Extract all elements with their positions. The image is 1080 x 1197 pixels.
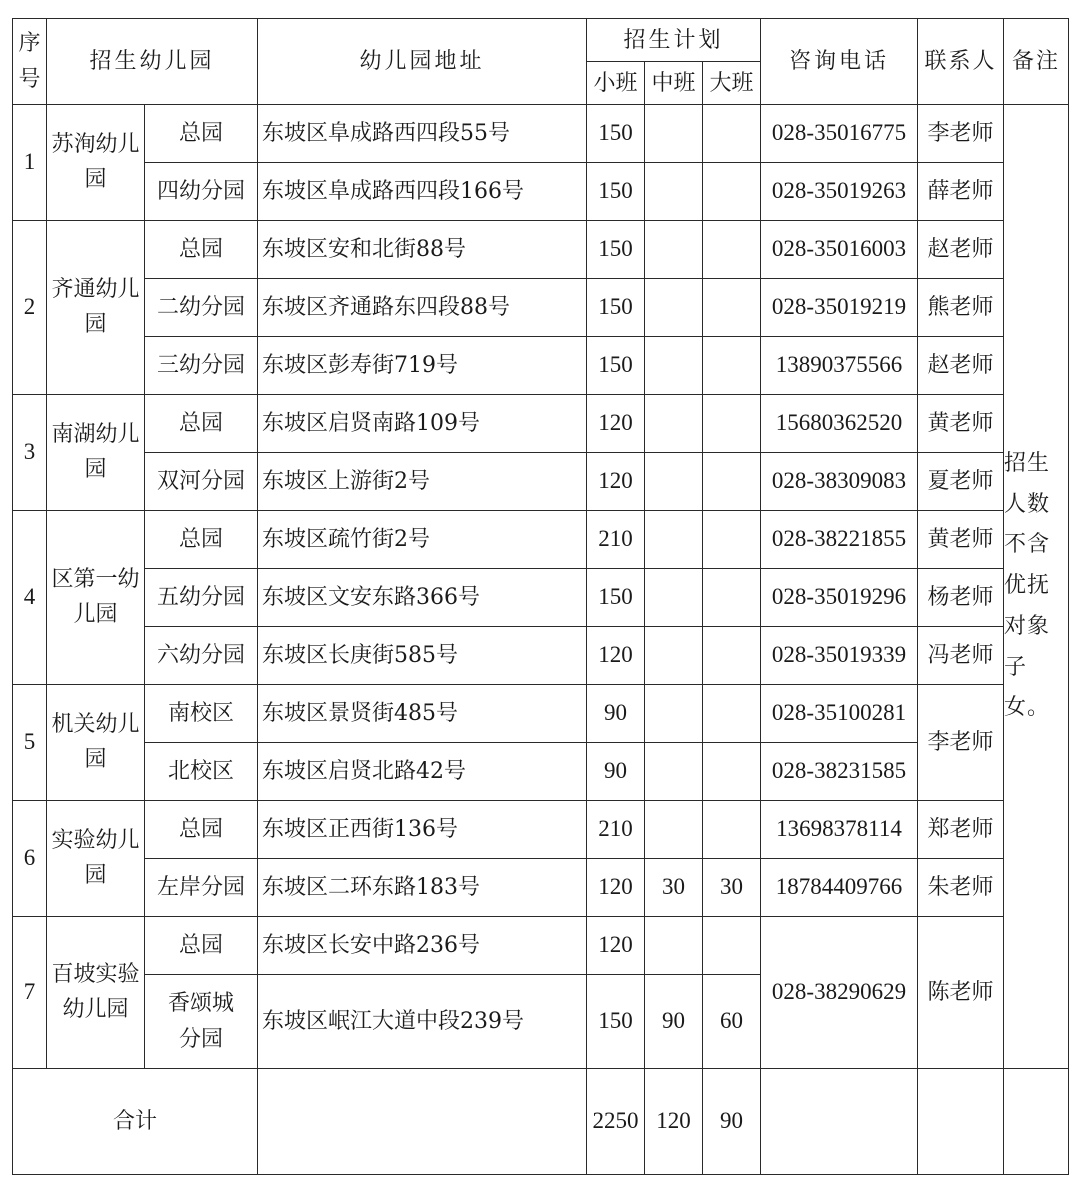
small-class-count: 150 bbox=[587, 163, 645, 221]
phone: 15680362520 bbox=[761, 395, 918, 453]
phone: 028-35100281 bbox=[761, 685, 918, 743]
phone: 028-38231585 bbox=[761, 743, 918, 801]
address: 东坡区上游街2号 bbox=[258, 453, 587, 511]
large-class-count bbox=[703, 743, 761, 801]
address: 东坡区二环东路183号 bbox=[258, 859, 587, 917]
row-index: 3 bbox=[13, 395, 47, 511]
large-class-count bbox=[703, 627, 761, 685]
phone: 028-35019296 bbox=[761, 569, 918, 627]
campus-name: 二幼分园 bbox=[145, 279, 258, 337]
middle-class-count bbox=[645, 453, 703, 511]
large-class-count bbox=[703, 511, 761, 569]
table-row bbox=[13, 395, 1069, 453]
small-class-count: 150 bbox=[587, 975, 645, 1069]
header-remark: 备注 bbox=[1004, 19, 1069, 105]
phone: 13890375566 bbox=[761, 337, 918, 395]
large-class-count bbox=[703, 163, 761, 221]
kindergarten-name bbox=[47, 801, 145, 917]
phone: 028-38290629 bbox=[761, 917, 918, 1069]
small-class-count: 210 bbox=[587, 801, 645, 859]
small-class-count: 150 bbox=[587, 105, 645, 163]
campus-name: 南校区 bbox=[145, 685, 258, 743]
row-index: 1 bbox=[13, 105, 47, 221]
address: 东坡区阜成路西四段166号 bbox=[258, 163, 587, 221]
address: 东坡区安和北街88号 bbox=[258, 221, 587, 279]
table-row bbox=[13, 627, 1069, 685]
small-class-count: 150 bbox=[587, 221, 645, 279]
phone: 18784409766 bbox=[761, 859, 918, 917]
small-class-count: 120 bbox=[587, 453, 645, 511]
middle-class-count bbox=[645, 279, 703, 337]
middle-class-count bbox=[645, 511, 703, 569]
middle-class-count: 90 bbox=[645, 975, 703, 1069]
campus-name: 总园 bbox=[145, 105, 258, 163]
middle-class-count bbox=[645, 105, 703, 163]
table-row bbox=[13, 163, 1069, 221]
kindergarten-name bbox=[47, 395, 145, 511]
middle-class-count bbox=[645, 627, 703, 685]
address: 东坡区文安东路366号 bbox=[258, 569, 587, 627]
campus-name: 香颂城分园 bbox=[145, 975, 258, 1069]
total-address bbox=[258, 1069, 587, 1175]
large-class-count bbox=[703, 337, 761, 395]
table-row bbox=[13, 279, 1069, 337]
total-small: 2250 bbox=[587, 1069, 645, 1175]
table-row bbox=[13, 743, 1069, 801]
header-address: 幼儿园地址 bbox=[258, 19, 587, 105]
kindergarten-name bbox=[47, 221, 145, 395]
table-row bbox=[13, 801, 1069, 859]
campus-name: 三幼分园 bbox=[145, 337, 258, 395]
large-class-count: 30 bbox=[703, 859, 761, 917]
total-label: 合计 bbox=[13, 1069, 258, 1175]
small-class-count: 210 bbox=[587, 511, 645, 569]
large-class-count bbox=[703, 917, 761, 975]
contact-person: 黄老师 bbox=[918, 511, 1004, 569]
kindergarten-name bbox=[47, 105, 145, 221]
large-class-count: 60 bbox=[703, 975, 761, 1069]
phone: 028-38309083 bbox=[761, 453, 918, 511]
header-index-label: 序号 bbox=[18, 31, 41, 92]
table-row bbox=[13, 337, 1069, 395]
small-class-count: 90 bbox=[587, 685, 645, 743]
contact-person: 杨老师 bbox=[918, 569, 1004, 627]
kindergarten-name bbox=[47, 917, 145, 1069]
phone: 028-35016775 bbox=[761, 105, 918, 163]
table-row bbox=[13, 511, 1069, 569]
kindergarten-name-text: 齐通幼儿园 bbox=[51, 277, 140, 337]
small-class-count: 150 bbox=[587, 279, 645, 337]
header-phone: 咨询电话 bbox=[761, 19, 918, 105]
phone: 13698378114 bbox=[761, 801, 918, 859]
contact-person: 冯老师 bbox=[918, 627, 1004, 685]
address: 东坡区正西街136号 bbox=[258, 801, 587, 859]
table-row bbox=[13, 221, 1069, 279]
total-row bbox=[13, 1069, 1069, 1175]
header-large: 大班 bbox=[703, 62, 761, 105]
header-plan: 招生计划 bbox=[587, 19, 761, 62]
middle-class-count bbox=[645, 337, 703, 395]
campus-name: 双河分园 bbox=[145, 453, 258, 511]
total-middle: 120 bbox=[645, 1069, 703, 1175]
middle-class-count: 30 bbox=[645, 859, 703, 917]
table-body bbox=[13, 19, 1069, 1175]
small-class-count: 120 bbox=[587, 627, 645, 685]
header-small: 小班 bbox=[587, 62, 645, 105]
large-class-count bbox=[703, 395, 761, 453]
address: 东坡区岷江大道中段239号 bbox=[258, 975, 587, 1069]
table-row bbox=[13, 569, 1069, 627]
kindergarten-name bbox=[47, 511, 145, 685]
kindergarten-name-text: 百坡实验幼儿园 bbox=[51, 962, 140, 1022]
total-contact bbox=[918, 1069, 1004, 1175]
phone: 028-35016003 bbox=[761, 221, 918, 279]
address: 东坡区阜成路西四段55号 bbox=[258, 105, 587, 163]
middle-class-count bbox=[645, 163, 703, 221]
address: 东坡区启贤南路109号 bbox=[258, 395, 587, 453]
table-row bbox=[13, 859, 1069, 917]
large-class-count bbox=[703, 685, 761, 743]
middle-class-count bbox=[645, 685, 703, 743]
row-index: 4 bbox=[13, 511, 47, 685]
total-large: 90 bbox=[703, 1069, 761, 1175]
phone: 028-38221855 bbox=[761, 511, 918, 569]
remark-cell bbox=[1004, 105, 1069, 1069]
campus-name: 总园 bbox=[145, 221, 258, 279]
row-index: 2 bbox=[13, 221, 47, 395]
header-contact: 联系人 bbox=[918, 19, 1004, 105]
remark-text: 招生人数不含优抚对象子女。 bbox=[1004, 451, 1051, 721]
small-class-count: 120 bbox=[587, 859, 645, 917]
address: 东坡区齐通路东四段88号 bbox=[258, 279, 587, 337]
campus-name: 总园 bbox=[145, 511, 258, 569]
kindergarten-name-text: 区第一幼儿园 bbox=[51, 567, 140, 627]
campus-name: 五幼分园 bbox=[145, 569, 258, 627]
large-class-count bbox=[703, 453, 761, 511]
contact-person: 熊老师 bbox=[918, 279, 1004, 337]
total-phone bbox=[761, 1069, 918, 1175]
address: 东坡区疏竹街2号 bbox=[258, 511, 587, 569]
campus-name: 四幼分园 bbox=[145, 163, 258, 221]
address: 东坡区彭寿街719号 bbox=[258, 337, 587, 395]
middle-class-count bbox=[645, 917, 703, 975]
table-row bbox=[13, 917, 1069, 975]
campus-name: 北校区 bbox=[145, 743, 258, 801]
total-remark bbox=[1004, 1069, 1069, 1175]
kindergarten-name-text: 苏洵幼儿园 bbox=[51, 132, 140, 192]
large-class-count bbox=[703, 221, 761, 279]
contact-person: 赵老师 bbox=[918, 221, 1004, 279]
header-middle: 中班 bbox=[645, 62, 703, 105]
contact-person: 陈老师 bbox=[918, 917, 1004, 1069]
middle-class-count bbox=[645, 569, 703, 627]
address: 东坡区景贤街485号 bbox=[258, 685, 587, 743]
row-index: 6 bbox=[13, 801, 47, 917]
small-class-count: 150 bbox=[587, 337, 645, 395]
row-index: 5 bbox=[13, 685, 47, 801]
kindergarten-name-text: 机关幼儿园 bbox=[51, 712, 140, 772]
middle-class-count bbox=[645, 743, 703, 801]
large-class-count bbox=[703, 569, 761, 627]
contact-person: 郑老师 bbox=[918, 801, 1004, 859]
kindergarten-name-text: 南湖幼儿园 bbox=[51, 422, 140, 482]
middle-class-count bbox=[645, 221, 703, 279]
phone: 028-35019263 bbox=[761, 163, 918, 221]
large-class-count bbox=[703, 801, 761, 859]
contact-person: 薛老师 bbox=[918, 163, 1004, 221]
small-class-count: 120 bbox=[587, 395, 645, 453]
campus-name: 总园 bbox=[145, 395, 258, 453]
address: 东坡区长庚街585号 bbox=[258, 627, 587, 685]
table-row bbox=[13, 453, 1069, 511]
kindergarten-name-text: 实验幼儿园 bbox=[51, 828, 140, 888]
contact-person: 李老师 bbox=[918, 685, 1004, 801]
contact-person: 黄老师 bbox=[918, 395, 1004, 453]
contact-person: 朱老师 bbox=[918, 859, 1004, 917]
small-class-count: 150 bbox=[587, 569, 645, 627]
campus-name: 总园 bbox=[145, 801, 258, 859]
large-class-count bbox=[703, 279, 761, 337]
phone: 028-35019219 bbox=[761, 279, 918, 337]
campus-name: 六幼分园 bbox=[145, 627, 258, 685]
row-index: 7 bbox=[13, 917, 47, 1069]
small-class-count: 120 bbox=[587, 917, 645, 975]
middle-class-count bbox=[645, 395, 703, 453]
campus-name: 左岸分园 bbox=[145, 859, 258, 917]
address: 东坡区启贤北路42号 bbox=[258, 743, 587, 801]
contact-person: 李老师 bbox=[918, 105, 1004, 163]
header-index bbox=[13, 19, 47, 105]
contact-person: 夏老师 bbox=[918, 453, 1004, 511]
header-kindergarten: 招生幼儿园 bbox=[47, 19, 258, 105]
table-row bbox=[13, 685, 1069, 743]
phone: 028-35019339 bbox=[761, 627, 918, 685]
enrollment-table bbox=[12, 18, 1069, 1175]
header-row bbox=[13, 19, 1069, 62]
kindergarten-name bbox=[47, 685, 145, 801]
large-class-count bbox=[703, 105, 761, 163]
contact-person: 赵老师 bbox=[918, 337, 1004, 395]
address: 东坡区长安中路236号 bbox=[258, 917, 587, 975]
middle-class-count bbox=[645, 801, 703, 859]
enrollment-table-container bbox=[12, 18, 1069, 1175]
small-class-count: 90 bbox=[587, 743, 645, 801]
table-row bbox=[13, 105, 1069, 163]
campus-name: 总园 bbox=[145, 917, 258, 975]
